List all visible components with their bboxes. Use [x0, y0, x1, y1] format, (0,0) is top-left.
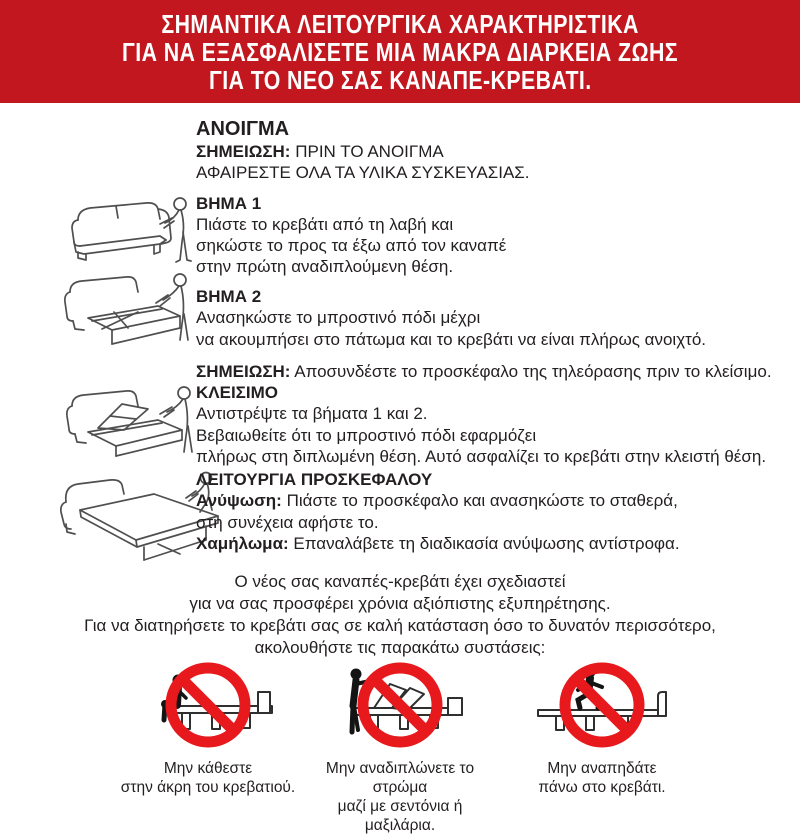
lower-text: Επαναλάβετε τη διαδικασία ανύψωσης αντίστροφα. [288, 533, 680, 553]
opening-note-line2: ΑΦΑΙΡΕΣΤΕ ΟΛΑ ΤΑ ΥΛΙΚΑ ΣΥΣΚΕΥΑΣΙΑΣ. [196, 163, 530, 183]
closing-line1: Αντιστρέψτε τα βήματα 1 και 2. [196, 404, 428, 424]
closing-line3: πλήρως στη διπλωμένη θέση. Αυτό ασφαλίζει το κρεβάτι στην κλειστή θέση. [196, 446, 767, 466]
outro-paragraph [0, 571, 800, 659]
outro-line3: Για να διατηρήσετε το κρεβάτι σας σε καλή κατάσταση όσο το δυνατόν περισσότερο, [84, 616, 716, 635]
closing-title: ΚΛΕΙΣΙΜΟ [196, 383, 278, 403]
prohibition3-caption-line2: πάνω στο κρεβάτι. [538, 779, 666, 796]
headrest-lower-line [196, 533, 792, 554]
opening-note-line1 [196, 141, 792, 162]
opening-title: ΑΝΟΙΓΜΑ [196, 118, 290, 140]
headrest-raise-line1 [196, 490, 792, 511]
illustration-step2-unfold [62, 272, 200, 358]
outro-line4: ακολουθήστε τις παρακάτω συστάσεις: [254, 638, 546, 657]
lower-label: Χαμήλωμα: [196, 533, 289, 553]
no-folding-mattress-icon [320, 660, 480, 752]
step1-title: ΒΗΜΑ 1 [196, 193, 262, 213]
prohibition1-caption-line1: Μην κάθεστε [163, 760, 253, 777]
prohibition-no-folding-mattress [310, 660, 490, 835]
header-banner [0, 0, 800, 103]
no-sitting-icon [128, 660, 288, 752]
note-label: ΣΗΜΕΙΩΣΗ: [196, 142, 291, 161]
prohibition2-caption-line1: Μην αναδιπλώνετε το στρώμα [325, 760, 475, 796]
step1-line2: σηκώστε το προς τα έξω από τον καναπέ [196, 235, 507, 255]
step2-line2: να ακουμπήσει στο πάτωμα και το κρεβάτι να είναι πλήρως ανοιχτό. [196, 329, 707, 349]
raise-label: Ανύψωση: [196, 491, 282, 511]
no-jumping-icon [522, 660, 682, 752]
instruction-text [196, 118, 792, 554]
closing-line2: Βεβαιωθείτε ότι το μπροστινό πόδι εφαρμόζει [196, 425, 537, 445]
header-line-2: ΓΙΑ ΝΑ ΕΞΑΣΦΑΛΙΣΕΤΕ ΜΙΑ ΜΑΚΡΑ ΔΙΑΡΚΕΙΑ ΖΩΗΣ [122, 36, 678, 67]
note-text: Αποσυνδέστε το προσκέφαλο της τηλεόρασης πριν το κλείσιμο. [290, 362, 772, 382]
prohibition-no-jumping [512, 660, 692, 797]
step1-line1: Πιάστε το κρεβάτι από τη λαβή και [196, 214, 454, 234]
raise-text: Πιάστε το προσκέφαλο και ανασηκώστε το σταθερά, [281, 491, 678, 511]
closing-note-line [196, 361, 792, 382]
headrest-title: ΛΕΙΤΟΥΡΓΙΑ ΠΡΟΣΚΕΦΑΛΟΥ [196, 470, 433, 490]
outro-line1: Ο νέος σας καναπές-κρεβάτι έχει σχεδιαστεί [234, 572, 566, 591]
step2-title: ΒΗΜΑ 2 [196, 287, 262, 307]
prohibition3-caption-line1: Μην αναπηδάτε [547, 760, 657, 777]
illustration-step1-pull-out [68, 194, 200, 270]
header-line-1: ΣΗΜΑΝΤΙΚΑ ΛΕΙΤΟΥΡΓΙΚΑ ΧΑΡΑΚΤΗΡΙΣΤΙΚΑ [161, 8, 639, 39]
prohibition1-caption-line2: στην άκρη του κρεβατιού. [120, 779, 296, 796]
headrest-raise-line2: στη συνέχεια αφήστε το. [196, 512, 379, 532]
note-label: ΣΗΜΕΙΩΣΗ: [196, 362, 291, 382]
header-line-3: ΓΙΑ ΤΟ ΝΕΟ ΣΑΣ ΚΑΝΑΠΕ-ΚΡΕΒΑΤΙ. [208, 64, 592, 95]
illustration-closing-fold [64, 384, 204, 464]
prohibition2-caption-line2: μαζί με σεντόνια ή μαξιλάρια. [337, 798, 463, 834]
step1-line3: στην πρώτη αναδιπλούμενη θέση. [196, 257, 454, 277]
prohibition-no-sitting [118, 660, 298, 797]
outro-line2: για να σας προσφέρει χρόνια αξιόπιστης εξυπηρέτησης. [189, 594, 611, 613]
note-text: ΠΡΙΝ ΤΟ ΑΝΟΙΓΜΑ [290, 142, 444, 161]
step2-line1: Ανασηκώστε το μπροστινό πόδι μέχρι [196, 308, 481, 328]
